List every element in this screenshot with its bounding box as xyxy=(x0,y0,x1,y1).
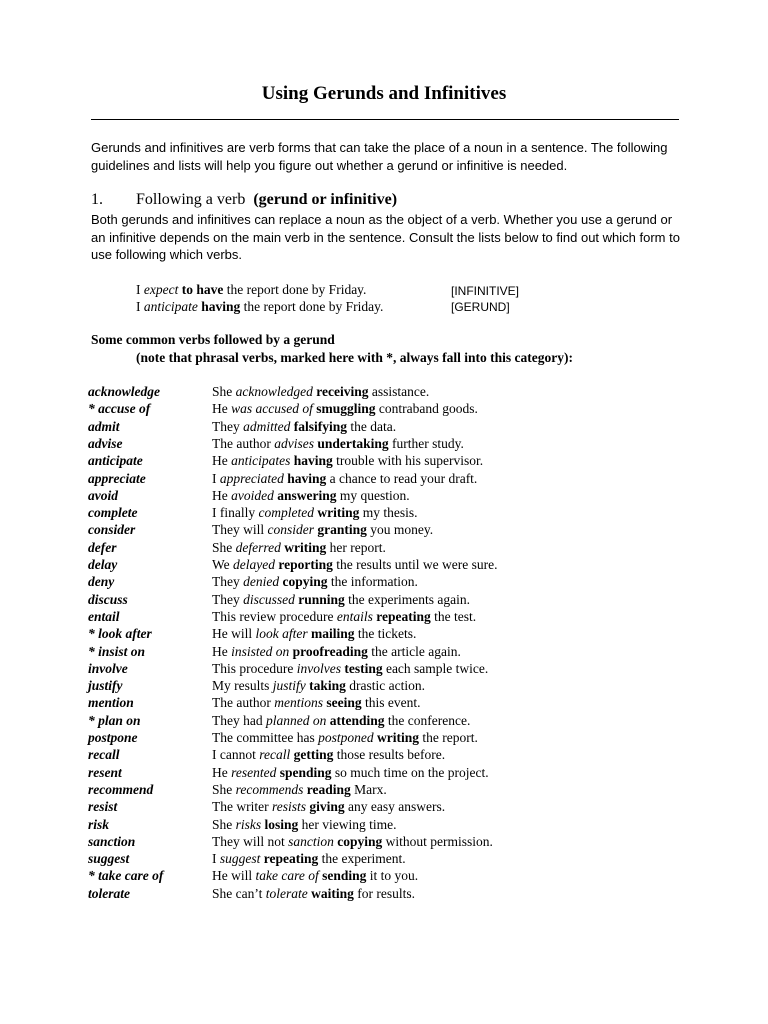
example-text: They will not xyxy=(212,833,289,849)
example-text: He xyxy=(212,643,232,659)
verb-text: advises xyxy=(274,435,314,451)
verb-example xyxy=(212,868,418,884)
example-pre: I xyxy=(136,282,144,297)
verb-name: * accuse of xyxy=(88,401,151,417)
example-text: drastic action. xyxy=(345,678,425,694)
verb-example xyxy=(212,540,386,556)
example-text: He will xyxy=(212,626,256,642)
example-text: the data. xyxy=(347,418,397,434)
gerund-text: reporting xyxy=(278,557,333,572)
list-item xyxy=(0,695,768,712)
gerund-text: writing xyxy=(317,505,360,521)
verb-example xyxy=(212,384,429,400)
verb-name: risk xyxy=(88,816,110,832)
verb-text: risks xyxy=(235,816,262,832)
gerund-text: sending xyxy=(322,868,367,884)
list-item xyxy=(0,834,768,851)
example-text: She xyxy=(212,816,236,832)
example-text: a chance to read your draft. xyxy=(326,470,478,486)
section-paragraph: Both gerunds and infinitives can replace a noun as the object of a verb. Whether you use a gerund or an infinitive depends on the main verb in the sentence. Consult the lists below to find out which form to use following which verbs. xyxy=(91,212,680,262)
verb-name: justify xyxy=(88,678,123,694)
example-post: the report done by Friday. xyxy=(240,299,384,314)
example-text: the tickets. xyxy=(354,626,417,642)
gerund-text: copying xyxy=(282,574,328,590)
verb-text: resists xyxy=(271,799,306,815)
example-text: He xyxy=(212,487,232,503)
list-item xyxy=(0,540,768,557)
example-text: the conference. xyxy=(384,712,471,728)
verb-example xyxy=(212,557,497,573)
gerund-text: taking xyxy=(309,678,346,694)
verb-example xyxy=(212,471,477,487)
example-text: my question. xyxy=(336,487,410,503)
verb-name: tolerate xyxy=(88,885,130,901)
verb-example xyxy=(212,661,488,677)
example-text: The author xyxy=(212,695,275,711)
example-pre: I xyxy=(136,299,144,314)
verb-text: take care of xyxy=(255,868,319,884)
example-text: We xyxy=(212,557,234,572)
verb-name: discuss xyxy=(88,591,128,607)
verb-example xyxy=(212,401,478,417)
example-text: She xyxy=(212,781,236,797)
verb-name: recommend xyxy=(88,781,154,797)
verb-text: consider xyxy=(267,522,314,538)
example-infinitive xyxy=(136,282,366,298)
example-text: I cannot xyxy=(212,747,260,763)
gerund-text: smuggling xyxy=(316,401,376,417)
verb-text: recommends xyxy=(235,781,304,797)
gerund-text: repeating xyxy=(263,851,319,867)
example-text: you money. xyxy=(366,522,434,538)
gerund-text: waiting xyxy=(311,885,354,901)
example-text: He xyxy=(212,453,232,469)
verb-example xyxy=(212,886,415,902)
example-text: He will xyxy=(212,868,256,884)
list-item xyxy=(0,453,768,470)
verb-name: entail xyxy=(88,608,120,624)
list-item xyxy=(0,557,768,574)
verb-example xyxy=(212,574,418,590)
verb-text: look after xyxy=(255,626,308,642)
page-title: Using Gerunds and Infinitives xyxy=(261,83,507,104)
gerund-text: mailing xyxy=(311,626,355,642)
verb-example xyxy=(212,713,470,729)
example-text: The committee has xyxy=(212,730,319,745)
gerund-text: receiving xyxy=(316,384,369,399)
example-text: the test. xyxy=(430,608,477,624)
gerund-text: running xyxy=(298,591,345,607)
verb-text: entails xyxy=(336,608,373,624)
example-text: They had xyxy=(212,712,266,728)
verb-example xyxy=(212,817,397,833)
example-text: it to you. xyxy=(366,868,419,884)
list-item xyxy=(0,730,768,747)
verb-name: * look after xyxy=(88,626,152,642)
gerund-text: giving xyxy=(309,799,345,815)
example-text: the experiments again. xyxy=(344,591,470,607)
example-text: those results before. xyxy=(333,747,446,763)
list-item xyxy=(0,868,768,885)
verb-name: mention xyxy=(88,695,134,711)
verb-example xyxy=(212,436,464,452)
example-text: My results xyxy=(212,678,273,694)
example-tag-gerund: [GERUND] xyxy=(451,300,510,314)
verb-text: was accused of xyxy=(231,401,313,417)
verb-name: complete xyxy=(88,505,138,521)
list-item xyxy=(0,747,768,764)
section-heading-note xyxy=(253,191,397,208)
verb-text: mentions xyxy=(274,695,323,711)
verb-name: avoid xyxy=(88,487,118,503)
verb-text: admitted xyxy=(243,418,291,434)
example-text: further study. xyxy=(388,435,464,451)
list-item xyxy=(0,574,768,591)
example-text: so much time on the project. xyxy=(331,764,489,780)
example-text: They xyxy=(212,574,244,590)
verb-text: completed xyxy=(258,505,314,521)
example-text: the article again. xyxy=(367,643,461,659)
title-rule xyxy=(91,119,679,120)
verb-text: discussed xyxy=(243,591,295,607)
example-text: They xyxy=(212,418,244,434)
verb-example xyxy=(212,488,410,504)
verb-name: resist xyxy=(88,799,118,815)
gerund-text: getting xyxy=(293,747,334,763)
example-text: Marx. xyxy=(350,781,387,797)
example-text: This procedure xyxy=(212,660,297,676)
list-item xyxy=(0,851,768,868)
list-item xyxy=(0,471,768,488)
example-text: without permission. xyxy=(382,833,493,849)
verb-text: tolerate xyxy=(265,885,308,901)
gerund-text: writing xyxy=(376,730,419,745)
list-item xyxy=(0,522,768,539)
example-tag-infinitive: [INFINITIVE] xyxy=(451,284,520,298)
verb-name: advise xyxy=(88,435,123,451)
gerund-text: testing xyxy=(344,660,383,676)
verb-text: suggest xyxy=(219,851,261,867)
gerund-text: attending xyxy=(329,712,385,728)
heading-note-text: (gerund or infinitive) xyxy=(253,191,398,208)
verb-name: resent xyxy=(88,764,122,780)
verb-name: sanction xyxy=(88,833,136,849)
verb-text: postponed xyxy=(318,730,374,745)
example-text: The author xyxy=(212,435,275,451)
verb-example xyxy=(212,799,445,815)
list-item xyxy=(0,713,768,730)
verb-text: sanction xyxy=(288,833,334,849)
example-text: any easy answers. xyxy=(344,799,446,815)
gerund-text: answering xyxy=(277,487,337,503)
gerund-text: copying xyxy=(337,833,383,849)
example-text: The writer xyxy=(212,799,272,815)
verb-text: acknowledged xyxy=(235,384,313,399)
list-item xyxy=(0,817,768,834)
verb-name: delay xyxy=(88,557,118,572)
example-text: They will xyxy=(212,522,268,538)
list-item xyxy=(0,626,768,643)
verb-name: anticipate xyxy=(88,453,143,469)
verb-text: delayed xyxy=(233,557,276,572)
example-text: the results until we were sure. xyxy=(332,557,498,572)
example-text: this event. xyxy=(361,695,421,711)
verb-example xyxy=(212,695,420,711)
verb-name: acknowledge xyxy=(88,384,160,399)
example-form: to have xyxy=(181,282,224,297)
list-item xyxy=(0,436,768,453)
verb-text: justify xyxy=(272,678,306,694)
list-item xyxy=(0,678,768,695)
verb-text: planned on xyxy=(265,712,327,728)
list-item xyxy=(0,661,768,678)
verb-text: involves xyxy=(296,660,341,676)
verb-example xyxy=(212,644,461,660)
example-text: the information. xyxy=(327,574,418,590)
verb-text: denied xyxy=(243,574,280,590)
intro-paragraph: Gerunds and infinitives are verb forms that can take the place of a noun in a sentence. The following guidelines and lists will help you figure out whether a gerund or infinitive is needed. xyxy=(91,140,668,173)
list-item xyxy=(0,644,768,661)
gerund-text: spending xyxy=(279,764,332,780)
verb-name: consider xyxy=(88,522,136,538)
list-heading-text: Some common verbs followed by a gerund xyxy=(91,332,335,347)
verb-name: deny xyxy=(88,574,115,590)
list-subheading-text: (note that phrasal verbs, marked here with *, always fall into this category): xyxy=(136,350,573,365)
list-item xyxy=(0,799,768,816)
gerund-text: repeating xyxy=(376,608,431,624)
verb-example xyxy=(212,747,445,763)
verb-name: * plan on xyxy=(88,712,141,728)
verb-example xyxy=(212,626,416,642)
verb-example xyxy=(212,609,476,625)
example-gerund xyxy=(136,299,383,315)
verb-text: anticipates xyxy=(231,453,291,469)
verb-name: admit xyxy=(88,418,120,434)
example-verb: expect xyxy=(143,282,179,297)
gerund-text: having xyxy=(293,453,333,469)
example-text: I finally xyxy=(212,505,259,521)
verb-name: postpone xyxy=(88,730,138,745)
verb-name: involve xyxy=(88,660,128,676)
gerund-text: having xyxy=(287,470,327,486)
verb-name: defer xyxy=(88,539,117,555)
verb-name: * take care of xyxy=(88,868,164,884)
verb-text: deferred xyxy=(235,539,281,555)
section-heading xyxy=(91,191,397,209)
list-item xyxy=(0,765,768,782)
verb-example xyxy=(212,730,478,746)
example-text: my thesis. xyxy=(359,505,418,521)
verb-text: recall xyxy=(259,747,291,763)
example-post: the report done by Friday. xyxy=(223,282,367,297)
verb-example xyxy=(212,678,425,694)
list-item xyxy=(0,419,768,436)
example-text: the report. xyxy=(418,730,478,745)
example-text: She can’t xyxy=(212,885,266,901)
verb-example xyxy=(212,419,396,435)
list-item xyxy=(0,384,768,401)
example-text: She xyxy=(212,384,236,399)
example-form: having xyxy=(201,299,241,314)
gerund-text: writing xyxy=(284,539,327,555)
list-item xyxy=(0,505,768,522)
verb-example xyxy=(212,765,489,781)
example-text: This review procedure xyxy=(212,608,337,624)
verb-example xyxy=(212,453,483,469)
example-text: her viewing time. xyxy=(298,816,397,832)
example-text: contraband goods. xyxy=(375,401,478,417)
verb-text: resented xyxy=(231,764,277,780)
verb-text: insisted on xyxy=(231,643,290,659)
example-text: the experiment. xyxy=(318,851,406,867)
gerund-list-heading xyxy=(91,331,573,367)
list-item xyxy=(0,782,768,799)
section-number: 1. xyxy=(91,191,103,208)
list-item xyxy=(0,609,768,626)
verb-name: suggest xyxy=(88,851,130,867)
gerund-text: proofreading xyxy=(292,643,368,659)
verb-text: appreciated xyxy=(219,470,284,486)
example-text: He xyxy=(212,401,232,417)
verb-text: avoided xyxy=(231,487,274,503)
verb-name: * insist on xyxy=(88,643,146,659)
verb-example xyxy=(212,782,387,798)
example-verb: anticipate xyxy=(143,299,198,314)
list-item xyxy=(0,592,768,609)
example-text: He xyxy=(212,764,232,780)
gerund-text: falsifying xyxy=(293,418,348,434)
gerund-text: granting xyxy=(317,522,367,538)
verb-example xyxy=(212,851,406,867)
list-item xyxy=(0,488,768,505)
example-text: each sample twice. xyxy=(382,660,489,676)
example-text: assistance. xyxy=(368,384,430,399)
verb-example xyxy=(212,522,433,538)
gerund-text: reading xyxy=(306,781,351,797)
example-text: trouble with his supervisor. xyxy=(332,453,484,469)
example-text: her report. xyxy=(326,539,386,555)
example-text: for results. xyxy=(353,885,416,901)
gerund-text: undertaking xyxy=(317,435,389,451)
example-text: They xyxy=(212,591,244,607)
list-item xyxy=(0,886,768,903)
gerund-text: seeing xyxy=(326,695,362,711)
section-title: Following a verb xyxy=(136,191,246,208)
example-text: I xyxy=(212,470,220,486)
verb-example xyxy=(212,834,493,850)
verb-example xyxy=(212,505,418,521)
list-item xyxy=(0,401,768,418)
example-text: She xyxy=(212,539,236,555)
verb-name: recall xyxy=(88,747,120,763)
gerund-text: losing xyxy=(264,816,299,832)
verb-name: appreciate xyxy=(88,470,146,486)
verb-example xyxy=(212,592,470,608)
example-text: I xyxy=(212,851,220,867)
